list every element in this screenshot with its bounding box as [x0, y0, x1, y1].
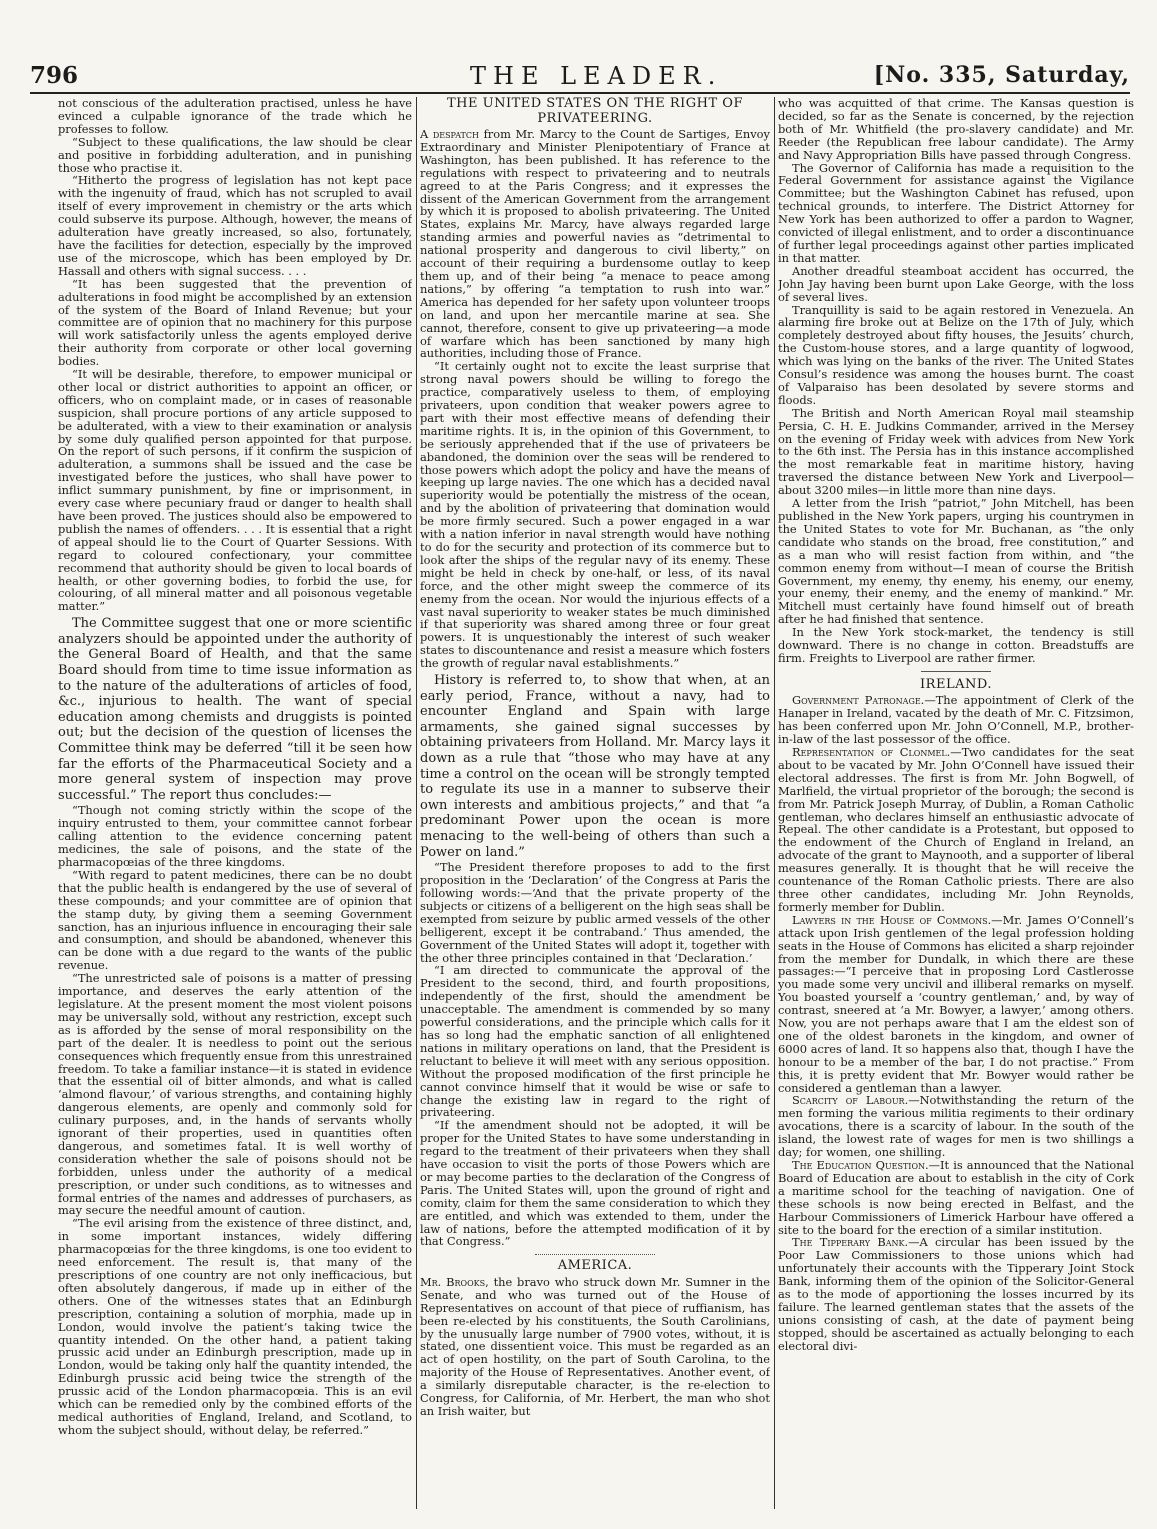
column-divider [774, 97, 775, 1509]
paragraph: “It certainly ought not to excite the least surprise that strong naval powers should be willing to forego the practice, comparatively useless to them, of employing privateers, upon condition that weaker powers agree to part with their most effective means of defending their maritime rights. It is, in the opinion of this Government, to be seriously apprehended that if the use of privateers be abandoned, the dominion over the seas will be rendered to those powers which adopt the policy and have the means of keeping up large navies. The one which has a decided naval superiority would be potentially the mistress of the ocean, and by the abolition of privateering that domination would be more firmly secured. Such a power engaged in a war with a nation inferior in naval strength would have nothing to do for the security and protection of its commerce but to look after the ships of the regular navy of its enemy. These might be held in check by one-half, or less, of its naval force, and the other might sweep the commerce of its enemy from the ocean. Nor would the injurious effects of a vast naval superiority to weaker states be much diminished if that superiority was shared among three or four great powers. It is unquestionably the interest of such weaker states to discountenance and resist a measure which fosters the growth of regular naval establishments.” [420, 359, 770, 671]
paragraph-text: —It is announced that the National Board of Education are about to establish in the city of Cork a maritime school for the teaching of navigation. One of these schools is now being erected in Belfast, and the Harbour Commissioners of Limerick Harbour have offered a site to the board for the erection of a similar institution. [778, 1158, 1134, 1237]
lead-in: Representation of Clonmel. [792, 745, 951, 759]
paragraph: History is referred to, to show that when, at an early period, France, without a navy, had to encounter England and Spain with large armaments, she gained signal successes by obtaining privateers from Holland. Mr. Marcy lays it down as a rule that “those who may have at any time a control on the ocean will be strongly tempted to regulate its use in a manner to subserve their own interests and ambitious projects,” and that “a predominant Power upon the ocean is more menacing to the well-being of others than such a Power on land.” [420, 673, 770, 860]
paragraph: “Though not coming strictly within the scope of the inquiry entrusted to them, your committee cannot forbear calling attention to the evidence concerning patent medicines, the sale of poisons, and the state of the pharmacopœias of the three kingdoms. [58, 803, 412, 869]
issue-number: [No. 335, Saturday, [873, 62, 1130, 88]
page-number: 796 [30, 62, 79, 89]
paragraph-text: —The appointment of Clerk of the Hanaper in Ireland, vacated by the death of Mr. C. Fitzsimon, has been conferred upon Mr. John O’Connell, M.P., brother-in-law of the last possessor of the office. [778, 693, 1134, 747]
paragraph [778, 1159, 1134, 1236]
column-divider [416, 97, 417, 1509]
paragraph: who was acquitted of that crime. The Kansas question is decided, so far as the Senate is concerned, by the rejection both of Mr. Whitfield (the pro-slavery candidate) and Mr. Reeder (the Republican free labour candidate). The Army and Navy Appropriation Bills have passed through Congress. [778, 97, 1134, 162]
paragraph: “The unrestricted sale of poisons is a matter of pressing importance, and deserves the early attention of the legislature. At the present moment the most violent poisons may be universally sold, without any restriction, except such as is afforded by the sense of moral responsibility on the part of the dealer. It is needless to point out the serious consequences which frequently ensue from this unrestrained freedom. To take a familiar instance—it is stated in evidence that the essential oil of bitter almonds, and what is called ‘almond flavour,’ of various strengths, and containing highly dangerous elements, are openly and commonly sold for culinary purposes, and, in the hands of servants wholly ignorant of their properties, used in quantities often dangerous, and sometimes fatal. It is well worthy of consideration whether the sale of poisons should not be forbidden, unless under the authority of a medical prescription, or under such conditions, as to witnesses and formal entries of the names and addresses of purchasers, as may secure the needful amount of caution. [58, 971, 412, 1218]
paragraph-text: from Mr. Marcy to the Count de Sartiges, Envoy Extraordinary and Minister Plenipotentiary of France at Washington, has been published. It has reference to the regulations with respect to privateering and to neutrals agreed to at the Paris Congress; and it expresses the dissent of the American Government from the arrangement by which it is proposed to abolish privateering. The United States, explains Mr. Marcy, have always regarded large standing armies and powerful navies as “detrimental to national prosperity and dangerous to civil liberty,” on account of their requiring a burdensome outlay to keep them up, and of their being “a menace to peace among nations,” by offering “a temptation to rush into war.” America has depended for her safety upon volunteer troops on land, and upon her mercantile marine at sea. She cannot, therefore, consent to give up privateering—a mode of warfare which has been sanctioned by many high authorities, including those of France. [420, 127, 770, 361]
paragraph: “It will be desirable, therefore, to empower municipal or other local or district authorities to appoint an officer, or officers, who on complaint made, or in cases of reasonable suspicion, shall procure portions of any article supposed to be adulterated, with a view to their examination or analysis by some duly qualified person appointed for that purpose. On the report of such persons, if it confirm the suspicion of adulteration, a summons shall be issued and the case be investigated before the justices, who shall have power to inflict summary punishment, by fine or imprisonment, in every case where pecuniary fraud or danger to health shall have been proved. The justices should also be empowered to publish the names of offenders. . . . It is essential that a right of appeal should lie to the Court of Quarter Sessions. With regard to coloured confectionary, your committee recommend that authority should be given to local boards of health, or other governing bodies, to forbid the use, for colouring, of all mineral matter and all poisonous vegetable matter.” [58, 367, 412, 614]
paragraph-text: the bravo who struck down Mr. Sumner in the Senate, and who was turned out of the House of Representatives on account of that piece of ruffianism, has been re-elected by his constituents, the South Carolinians, by the unusually large number of 7900 votes, without, it is stated, one dissentient voice. This must be regarded as an act of open hostility, on the part of South Carolina, to the majority of the House of Representatives. Another event, of a similarly disreputable character, is the re-election to Congress, for California, of Mr. Herbert, the man who shot an Irish waiter, but [420, 1274, 770, 1418]
column-2 [420, 97, 770, 1509]
paragraph: In the New York stock-market, the tendency is still downward. There is no change in cotton. Breadstuffs are firm. Freights to Liverpool are rather firmer. [778, 625, 1134, 665]
paragraph: The British and North American Royal mail steamship Persia, C. H. E. Judkins Commander, arrived in the Mersey on the evening of Friday week with advices from New York to the 6th inst. The Persia has in this instance accomplished the most remarkable feat in maritime history, having traversed the distance between New York and Liverpool—about 3200 miles—in little more than nine days. [778, 405, 1134, 498]
paragraph: not conscious of the adulteration practised, unless he have evinced a culpable ignorance of the trade which he professes to follow. [58, 97, 412, 136]
paragraph: “If the amendment should not be adopted, it will be proper for the United States to have some understanding in regard to the treatment of their privateers when they shall have occasion to visit the ports of those Powers which are or may become parties to the declaration of the Congress of Paris. The United States will, upon the ground of right and comity, claim for them the same consideration to which they are entitled, and which was extended to them, under the law of nations, before the attempted modification of it by that Congress.” [420, 1118, 770, 1249]
lead-in: Government Patronage. [792, 693, 925, 708]
paragraph: Tranquillity is said to be again restored in Venezuela. An alarming fire broke out at Belize on the 17th of July, which completely destroyed about fifty houses, the Jesuits’ church, the Custom-house stores, and a large quantity of logwood, which was lying on the banks of the river. The United States Consul’s residence was among the houses burnt. The coast of Valparaiso has been desolated by severe storms and floods. [778, 302, 1134, 407]
column-3 [778, 97, 1134, 1509]
lead-in: A despatch [420, 127, 479, 141]
paragraph: “With regard to patent medicines, there can be no doubt that the public health is endangered by the use of several of these compounds; and your committee are of opinion that the stamp duty, by giving them a seeming Government sanction, has an injurious influence in encouraging their sale and consumption, and should be abandoned, whenever this can be done with a due regard to the wants of the public revenue. [58, 867, 412, 973]
section-divider [921, 671, 991, 672]
section-heading: AMERICA. [557, 1258, 633, 1274]
lead-in: The Tipperary Bank. [792, 1235, 909, 1250]
paragraph [778, 746, 1134, 914]
paragraph: “I am directed to communicate the approval of the President to the second, third, and fourth propositions, independently of the first, should the amendment be unacceptable. The amendment is commended by so many powerful considerations, and the principle which calls for it has so long had the emphatic sanction of all enlightened nations in military operations on land, that the President is reluctant to believe it will meet with any serious opposition. Without the proposed modification of the first principle he cannot convince himself that it would be wise or safe to change the existing law in regard to the right of privateering. [420, 963, 770, 1120]
paragraph: “Subject to these qualifications, the law should be clear and positive in forbidding adulteration, and in punishing those who practise it. [58, 134, 412, 175]
paragraph [420, 128, 770, 360]
paragraph: “The evil arising from the existence of three distinct, and, in some important instances, widely differing pharmacopœias for the three kingdoms, is one too evident to need enforcement. The result is, that many of the prescriptions of one country are not only inefficacious, but often absolutely dangerous, if made up in either of the others. One of the witnesses states that an Edinburgh prescription, containing a solution of morphia, made up in London, would involve the patient’s taking twice the quantity intended. On the other hand, a patient taking prussic acid under an Edinburgh prescription, made up in London, would be taking only half the quantity intended, the Edinburgh prussic acid being twice the strength of the prussic acid of the London pharmacopœia. This is an evil which can be remedied only by the combined efforts of the medical authorities of England, Ireland, and Scotland, to whom the subject should, without delay, be referred.” [58, 1216, 412, 1437]
paragraph [778, 694, 1134, 746]
paragraph: The Committee suggest that one or more scientific analyzers should be appointed under the authority of the General Board of Health, and that the same Board should from time to time issue information as to the nature of the adulterations of articles of food, &c., injurious to health. The want of special education among chemists and druggists is pointed out; but the decision of the question of licenses the Committee think may be deferred “till it be seen how far the efforts of the Pharmaceutical Society and a more general system of inspection may prove successful.” The report thus concludes:— [58, 616, 412, 803]
paragraph-text: —Notwithstanding the return of the men forming the various militia regiments to their ordinary avocations, there is a scarcity of labour. In the south of the island, the lowest rate of wages for men is two shillings a day; for women, one shilling. [778, 1093, 1134, 1160]
newspaper-title: THE LEADER. [470, 62, 723, 90]
paragraph: Another dreadful steamboat accident has occurred, the John Jay having been burnt upon Lake George, with the loss of several lives. [778, 263, 1134, 304]
lead-in: The Education Question. [792, 1158, 929, 1172]
column-1 [58, 97, 412, 1509]
lead-in: Mr. Brooks, [420, 1274, 489, 1289]
section-divider [535, 1254, 655, 1255]
paragraph: “The President therefore proposes to add to the first proposition in the ‘Declaration’ of the Congress at Paris the following words:—‘And that the private property of the subjects or citizens of a belligerent on the high seas shall be exempted from seizure by public armed vessels of the other belligerent, except it be contraband.’ Thus amended, the Government of the United States will adopt it, together with the other three principles contained in that ‘Declaration.’ [420, 860, 770, 965]
paragraph [778, 914, 1134, 1095]
paragraph: “Hitherto the progress of legislation has not kept pace with the ingenuity of fraud, which has not scrupled to avail itself of every improvement in chemistry or the arts which could subserve its purpose. Although, however, the means of adulteration have greatly increased, so also, fortunately, have the facilities for detection, especially by the improved use of the microscope, which has been employed by Dr. Hassall and others with signal success. . . . [58, 173, 412, 278]
masthead-rule [30, 92, 1130, 94]
section-heading: IRELAND. [920, 676, 992, 692]
paragraph: “It has been suggested that the prevention of adulterations in food might be accomplished by an extension of the system of the Board of Inland Revenue; but your committee are of opinion that no machinery for this purpose will work satisfactorily unless the agents employed derive their authority from corporate or other local governing bodies. [58, 276, 412, 369]
section-heading: THE UNITED STATES ON THE RIGHT OF PRIVATEERING. [447, 97, 743, 126]
paragraph-text: —A circular has been issued by the Poor Law Commissioners to those unions which had unfortunately their accounts with the Tipperary Joint Stock Bank, informing them of the opinion of the Solicitor-General as to the mode of apportioning the losses incurred by its failure. The learned gentleman states that the assets of the unions consisting of cash, at the date of payment being stopped, should be ascertained as actually belonging to each electoral divi- [778, 1235, 1134, 1353]
paragraph [778, 1094, 1134, 1159]
paragraph: A letter from the Irish “patriot,” John Mitchell, has been published in the New York papers, urging his countrymen in the United States to vote for Mr. Buchanan, as “the only candidate who stands on the broad, free constitution,” and as a man who will resist faction from within, and “the common enemy from without—I mean of course the British Government, my enemy, thy enemy, his enemy, our enemy, your enemy, their enemy, and the enemy of mankind.” Mr. Mitchell must certainly have found himself out of breath after he had finished that sentence. [778, 496, 1134, 627]
lead-in: Scarcity of Labour. [792, 1093, 909, 1108]
lead-in: Lawyers in the House of Commons. [792, 912, 992, 927]
paragraph [778, 1236, 1134, 1352]
paragraph-text: —Two candidates for the seat about to be vacated by Mr. John O’Connell have issued their electoral addresses. The first is from Mr. John Bogwell, of Marlfield, the virtual proprietor of the borough; the second is from Mr. Patrick Joseph Murray, of Dublin, a Roman Catholic gentleman, who declares himself an enthusiastic advocate of Repeal. The other candidate is a Protestant, but opposed to the endowment of the Church of England in Ireland, an advocate of the grant to Maynooth, and a supporter of liberal measures generally. It is thought that he will receive the countenance of the Roman Catholic priests. There are also three other candidates, including Mr. John Reynolds, formerly member for Dublin. [778, 745, 1134, 914]
paragraph [420, 1276, 770, 1418]
paragraph: The Governor of California has made a requisition to the Federal Government for assistance against the Vigilance Committee; but the Washington Cabinet has refused, upon technical grounds, to interfere. The District Attorney for New York has been authorized to offer a pardon to Wagner, convicted of illegal enlistment, and to order a discontinuance of further legal proceedings against other parties implicated in that matter. [778, 160, 1134, 265]
paragraph-text: —Mr. James O’Connell’s attack upon Irish gentlemen of the legal profession holding seats in the House of Commons has elicited a sharp rejoinder from the member for Dundalk, in which there are these passages:—“I perceive that in proposing Lord Castlerosse you made some very uncivil and illiberal remarks on myself. You boasted yourself a ‘country gentleman,’ and, by way of contrast, sneered at ‘a Mr. Bowyer, a lawyer,’ among others. Now, you are not perhaps aware that I am the eldest son of one of the oldest baronets in the kingdom, and owner of 6000 acres of land. It so happens also that, though I have the honour to be a member of the bar, I do not practise.” From this, it is pretty evident that Mr. Bowyer would rather be considered a gentleman than a lawyer. [778, 912, 1134, 1095]
